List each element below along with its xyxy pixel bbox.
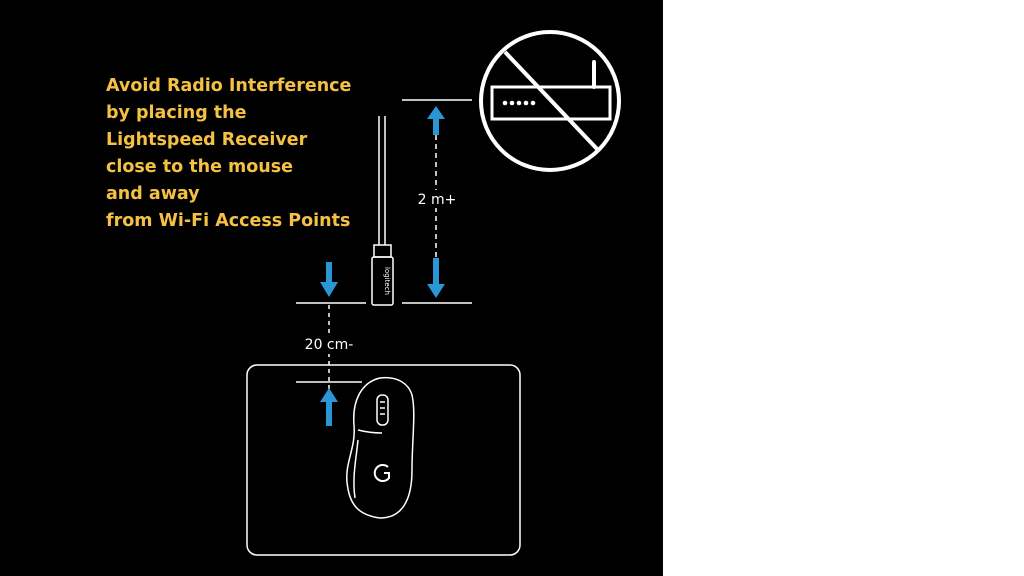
caption-text: Avoid Radio Interference by placing the Lightspeed Receiver close to the mouse and away from Wi-Fi Access Points [106,76,352,231]
gaming-mouse-icon [347,378,414,518]
down-arrow-icon [427,258,445,298]
router-leds [503,101,536,106]
receiver-cap [374,245,391,257]
mouse-button-divider [358,430,382,433]
down-arrow-icon [320,262,338,297]
mouse-side-grip [354,440,358,498]
up-arrow-icon [320,388,338,426]
upper-distance-label: 2 m+ [417,192,457,208]
mouse-scroll-wheel [377,395,388,425]
receiver-logo-text: logitech [383,267,391,295]
wifi-router-prohibited-icon [481,32,619,170]
up-arrow-icon [427,106,445,135]
upper-measurement [402,100,472,303]
mousepad-icon [247,365,520,555]
g-logo-icon [375,465,389,481]
lower-distance-label: 20 cm- [304,337,354,353]
usb-receiver-icon [372,116,393,305]
